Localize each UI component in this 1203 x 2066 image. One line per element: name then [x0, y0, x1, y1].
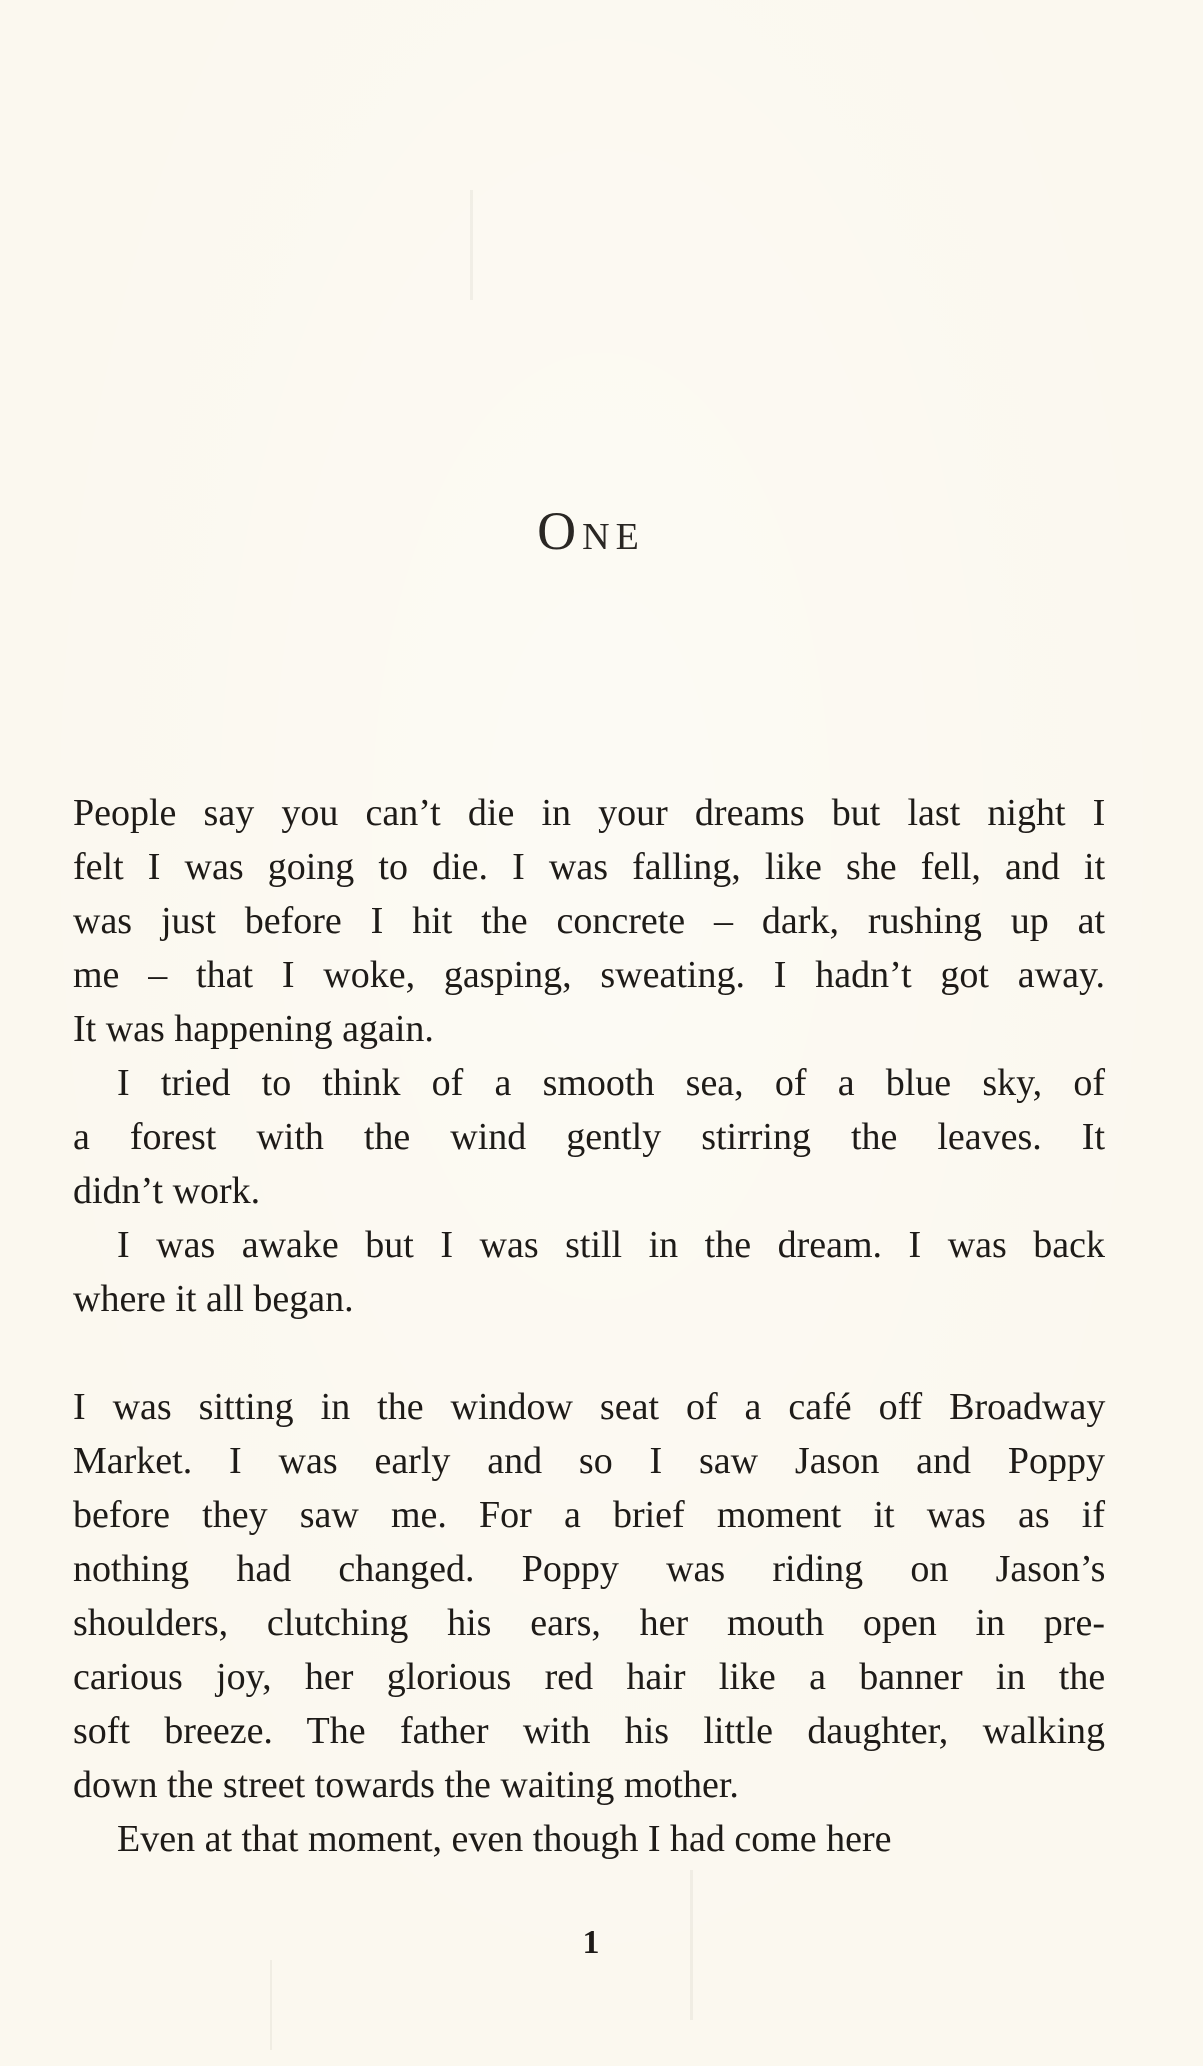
- text-line: down the street towards the waiting mother.: [73, 1764, 739, 1806]
- chapter-title: One: [537, 501, 645, 561]
- page-number: 1: [582, 1924, 600, 1961]
- text-line: before they saw me. For a brief moment it was as if: [73, 1494, 1105, 1536]
- text-line: I was awake but I was still in the dream. I was back: [117, 1224, 1106, 1266]
- text-line: shoulders, clutching his ears, her mouth open in pre-: [73, 1602, 1105, 1644]
- body-text-section-1: [73, 786, 1105, 1326]
- text-line: me – that I woke, gasping, sweating. I hadn’t got away.: [73, 954, 1105, 996]
- show-through-mark: [270, 1960, 272, 2050]
- text-line: I tried to think of a smooth sea, of a blue sky, of: [117, 1062, 1105, 1104]
- text-line: was just before I hit the concrete – dark, rushing up at: [73, 900, 1105, 942]
- text-line: carious joy, her glorious red hair like a banner in the: [73, 1656, 1106, 1698]
- text-line: a forest with the wind gently stirring the leaves. It: [73, 1116, 1105, 1158]
- text-line: where it all began.: [73, 1278, 354, 1320]
- text-line: soft breeze. The father with his little daughter, walking: [73, 1710, 1105, 1752]
- text-line: nothing had changed. Poppy was riding on Jason’s: [73, 1548, 1106, 1590]
- text-line: Even at that moment, even though I had come here: [117, 1818, 892, 1860]
- text-line: Market. I was early and so I saw Jason and Poppy: [73, 1440, 1105, 1482]
- text-line: It was happening again.: [73, 1008, 434, 1050]
- show-through-mark: [470, 190, 473, 300]
- text-line: felt I was going to die. I was falling, like she fell, and it: [73, 846, 1106, 888]
- text-line: People say you can’t die in your dreams but last night I: [73, 792, 1106, 834]
- text-line: I was sitting in the window seat of a café off Broadway: [73, 1386, 1106, 1428]
- body-text-section-2: [73, 1380, 1105, 1866]
- text-line: didn’t work.: [73, 1170, 261, 1212]
